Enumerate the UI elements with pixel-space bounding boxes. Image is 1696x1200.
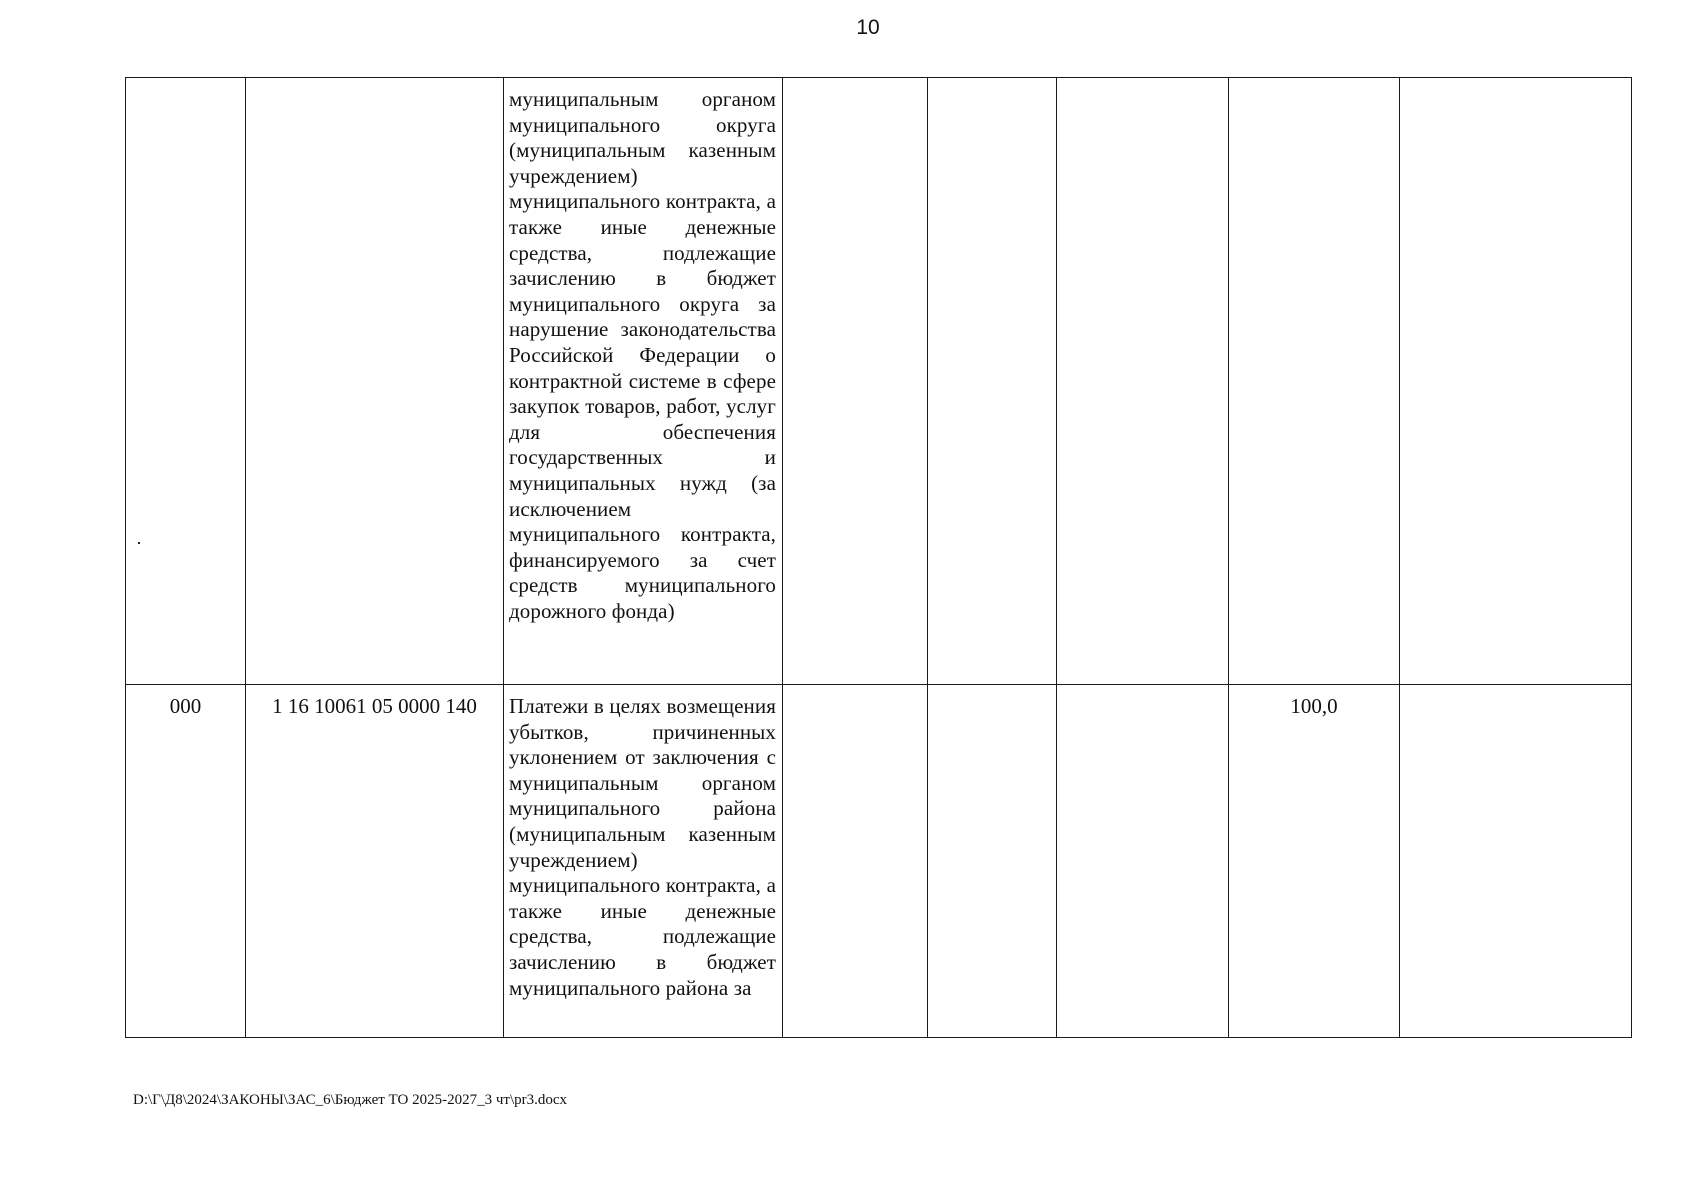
amount-cell-6 <box>1057 685 1229 1038</box>
budget-table <box>125 77 1632 1038</box>
budget-code <box>246 78 503 87</box>
budget-code-cell <box>246 78 504 685</box>
amount-cell-7 <box>1229 78 1400 685</box>
amount-cell-8 <box>1400 78 1632 685</box>
amount-cell-5 <box>928 78 1057 685</box>
budget-code: 1 16 10061 05 0000 140 <box>272 694 477 718</box>
amount-cell-6 <box>1057 78 1229 685</box>
description-cell <box>504 685 783 1038</box>
admin-code-cell <box>126 78 246 685</box>
amount-cell-4 <box>783 685 928 1038</box>
amount-value <box>1400 78 1631 87</box>
scan-speck <box>138 542 140 544</box>
footer-file-path: D:\Г\Д8\2024\ЗАКОНЫ\ЗАС_6\Бюджет ТО 2025-2027_3 чт\pr3.docx <box>133 1092 568 1108</box>
amount-value <box>1057 78 1228 87</box>
amount-cell-4 <box>783 78 928 685</box>
amount-value <box>928 78 1056 87</box>
amount-value <box>1400 685 1631 694</box>
description-cell <box>504 78 783 685</box>
amount-value <box>1229 78 1399 87</box>
amount-value <box>1057 685 1228 694</box>
amount-value <box>783 78 927 87</box>
admin-code: 000 <box>169 694 202 718</box>
table-row <box>126 685 1632 1038</box>
description-text: Платежи в целях возмещения убытков, причиненных уклонением от заключения с муниципальным органом муниципального района (муниципальным казенным учреждением) муниципального контракта, а также иные денежные средства, подлежащие зачислению в бюджет муниципального района за <box>509 694 776 1000</box>
table-row <box>126 78 1632 685</box>
page-number: 10 <box>856 16 880 39</box>
amount-value <box>783 685 927 694</box>
budget-code-cell <box>246 685 504 1038</box>
admin-code <box>126 78 245 87</box>
description-text: муниципальным органом муниципального округа (муниципальным казенным учреждением) муниципального контракта, а также иные денежные средства, подлежащие зачислению в бюджет муниципального округа за нарушение законодательства Российской Федерации о контрактной системе в сфере закупок товаров, работ, услуг для обеспечения государственных и муниципальных нужд (за исключением муниципального контракта, финансируемого за счет средств муниципального дорожного фонда) <box>509 87 776 623</box>
amount-cell-8 <box>1400 685 1632 1038</box>
amount-value <box>928 685 1056 694</box>
amount-value: 100,0 <box>1290 694 1338 718</box>
amount-cell-7 <box>1229 685 1400 1038</box>
amount-cell-5 <box>928 685 1057 1038</box>
admin-code-cell <box>126 685 246 1038</box>
